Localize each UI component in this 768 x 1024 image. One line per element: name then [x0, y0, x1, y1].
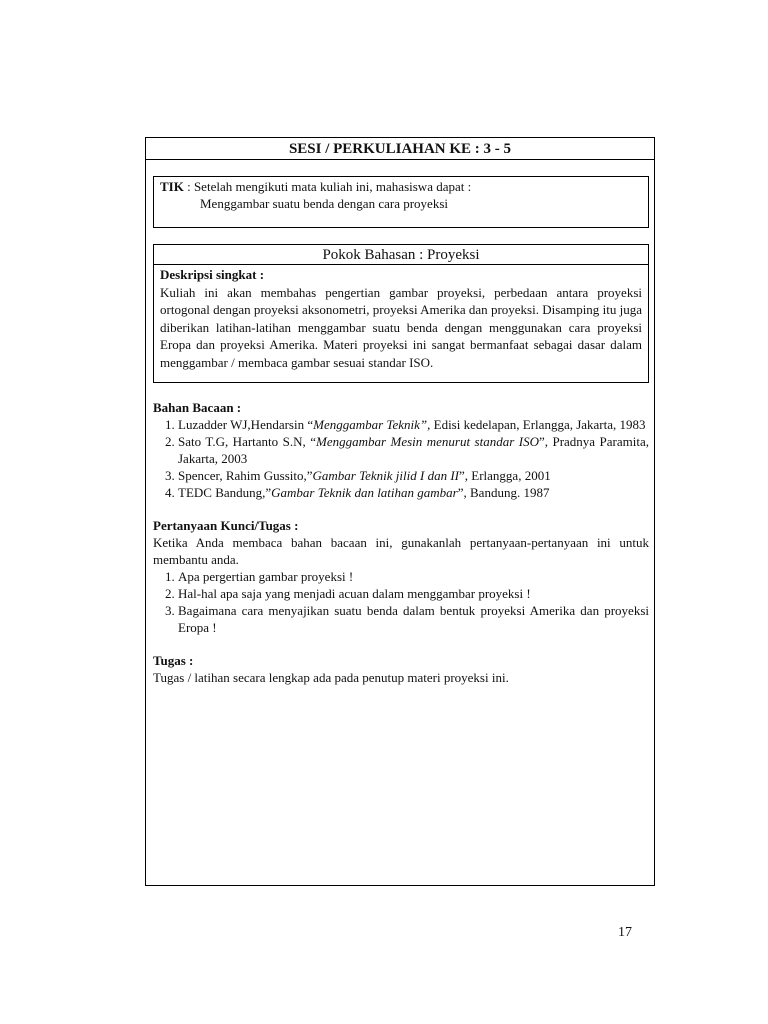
reading-title: Gambar Teknik dan latihan gambar [271, 485, 458, 500]
topic-box [153, 244, 649, 383]
reading-title: Menggambar Mesin menurut standar ISO [316, 434, 539, 449]
question-item: 2. Hal-hal apa saja yang menjadi acuan dalam menggambar proyeksi ! [178, 585, 649, 602]
task-text: Tugas / latihan secara lengkap ada pada penutup materi proyeksi ini. [153, 670, 509, 685]
questions-list [153, 568, 649, 636]
reading-item [178, 433, 649, 467]
reading-title: Gambar Teknik jilid I dan II [312, 468, 459, 483]
reading-details: Edisi kedelapan, Erlangga, Jakarta, 1983 [430, 417, 646, 432]
reading-title: Menggambar Teknik”, [313, 417, 431, 432]
tik-line [160, 178, 642, 195]
readings-heading: Bahan Bacaan : [153, 400, 242, 415]
topic-body [154, 265, 648, 372]
readings-list [153, 416, 649, 501]
reading-author: Sato T.G, Hartanto S.N, “ [178, 434, 316, 449]
tik-box [153, 176, 649, 228]
reading-author: TEDC Bandung,” [178, 485, 272, 500]
session-title: SESI / PERKULIAHAN KE : 3 - 5 [146, 138, 654, 160]
tik-label: TIK [160, 179, 184, 194]
question-item: 1. Apa pergertian gambar proyeksi ! [178, 568, 649, 585]
reading-details: ”, Bandung. 1987 [457, 485, 550, 500]
page-number: 17 [618, 925, 632, 940]
topic-title: Pokok Bahasan : Proyeksi [154, 245, 648, 265]
reading-details: ”, Pradnya Paramita, Jakarta, 2003 [178, 434, 649, 466]
spacer [153, 636, 649, 652]
question-item: 3. Bagaimana cara menyajikan suatu benda dalam bentuk proyeksi Amerika dan proyeksi Eropa ! [178, 602, 649, 636]
tik-goal: Menggambar suatu benda dengan cara proyeksi [200, 196, 448, 211]
spacer [153, 501, 649, 517]
reading-details: ”, Erlangga, 2001 [459, 468, 551, 483]
reading-author: Spencer, Rahim Gussito,” [178, 468, 313, 483]
reading-item [178, 467, 649, 484]
reading-item [178, 484, 649, 501]
task-heading: Tugas : [153, 653, 194, 668]
description-text: Kuliah ini akan membahas pengertian gambar proyeksi, perbedaan antara proyeksi ortogonal dengan proyeksi aksonometri, proyeksi Amerika dan proyeksi. Disamping itu juga diberikan latihan-latihan menggambar suatu benda dengan menggunakan cara proyeksi Eropa dan proyeksi Amerika. Materi proyeksi ini sangat bermanfaat sebagai dasar dalam menggambar / membaca gambar sesuai standar ISO. [160, 284, 642, 370]
description-heading: Deskripsi singkat : [160, 267, 265, 282]
reading-author: Luzadder WJ,Hendarsin “ [178, 417, 314, 432]
session-frame [145, 137, 655, 886]
tik-intro: : Setelah mengikuti mata kuliah ini, mahasiswa dapat : [183, 179, 472, 194]
questions-heading: Pertanyaan Kunci/Tugas : [153, 518, 299, 533]
reading-item [178, 416, 649, 433]
content-area [153, 399, 649, 686]
questions-intro: Ketika Anda membaca bahan bacaan ini, gunakanlah pertanyaan-pertanyaan ini untuk membantu anda. [153, 535, 649, 567]
